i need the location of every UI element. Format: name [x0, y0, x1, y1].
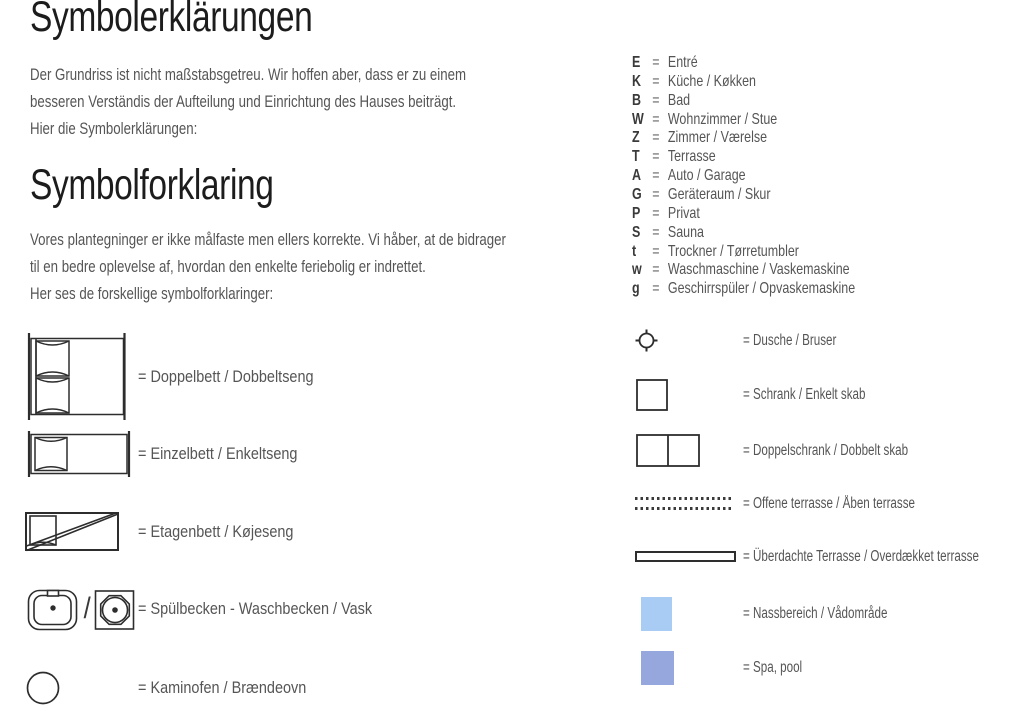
equals-sign: = — [652, 261, 660, 279]
sink-basin-icon — [27, 586, 78, 632]
german-title-text: Symbolerklärungen — [30, 0, 313, 41]
single-bed-icon — [27, 431, 131, 477]
slash-separator: / — [83, 591, 91, 625]
danish-intro-line-1: Vores plantegninger er ikke målfaste men ellers korrekte. Vi håber, at de bidrager — [30, 230, 506, 249]
legend-row-wood-stove — [26, 671, 336, 705]
equals-sign: = — [652, 148, 660, 166]
legend-label-shower: = Dusche / Bruser — [743, 331, 837, 349]
equals-sign: = — [652, 91, 660, 109]
equals-sign: = — [652, 129, 660, 147]
abbreviation-row-G — [632, 186, 918, 205]
covered-terrace-icon — [635, 551, 736, 562]
single-cabinet-icon — [636, 379, 668, 411]
legend-row-single-cabinet — [636, 379, 906, 411]
equals-sign: = — [652, 54, 660, 71]
abbrev-label: Waschmaschine / Vaskemaskine — [667, 261, 850, 279]
legend-row-open-terrace — [635, 494, 972, 512]
abbrev-label: Entré — [667, 54, 698, 71]
double-cabinet-icon — [636, 434, 700, 467]
abbreviation-row-w — [632, 261, 918, 280]
legend-row-double-bed — [27, 333, 345, 420]
abbreviation-list — [632, 54, 918, 299]
abbrev-letter: W — [632, 110, 644, 128]
legend-row-covered-terrace — [635, 547, 1024, 565]
abbrev-label: Küche / Køkken — [667, 72, 756, 90]
abbreviation-row-S — [632, 224, 918, 243]
round-basin-icon — [94, 586, 135, 632]
legend-row-sink — [27, 585, 413, 632]
legend-label-spa-pool: = Spa, pool — [743, 659, 803, 676]
abbreviation-row-P — [632, 205, 918, 224]
danish-title-text: Symbolforklaring — [30, 161, 274, 209]
legend-label-double-cabinet: = Doppelschrank / Dobbelt skab — [743, 441, 909, 459]
abbrev-letter: w — [632, 261, 642, 279]
legend-row-single-bed — [27, 431, 326, 477]
abbrev-label: Terrasse — [667, 148, 716, 166]
abbreviation-row-T — [632, 148, 918, 167]
abbrev-label: Geschirrspüler / Opvaskemaskine — [667, 280, 856, 298]
equals-sign: = — [652, 167, 660, 185]
abbrev-label: Geräteraum / Skur — [667, 186, 771, 204]
legend-row-spa-pool — [641, 651, 822, 685]
german-title — [30, 0, 392, 41]
equals-sign: = — [652, 204, 660, 222]
spa-pool-icon — [641, 651, 674, 685]
abbrev-label: Zimmer / Værelse — [667, 129, 768, 147]
legend-label-sink: = Spülbecken - Waschbecken / Vask — [138, 598, 373, 618]
abbrev-letter: G — [632, 186, 642, 204]
danish-intro-line-2: til en bedre oplevelse af, hvordan den enkelte feriebolig er indrettet. — [30, 257, 426, 277]
equals-sign: = — [652, 110, 660, 128]
abbrev-letter: Z — [632, 129, 640, 147]
abbrev-letter: E — [632, 54, 641, 71]
legend-row-wet-area — [641, 597, 936, 631]
double-bed-icon — [27, 333, 127, 420]
abbrev-label: Wohnzimmer / Stue — [667, 110, 778, 128]
danish-intro — [30, 226, 640, 308]
legend-label-covered-terrace: = Überdachte Terrasse / Overdækket terrasse — [743, 547, 979, 565]
abbrev-letter: t — [632, 242, 637, 260]
legend-row-double-cabinet — [636, 434, 963, 467]
abbrev-label: Trockner / Tørretumbler — [667, 242, 799, 260]
open-terrace-icon — [635, 497, 733, 510]
legend-label-double-bed: = Doppelbett / Dobbeltseng — [138, 366, 314, 386]
german-intro-line-3: Hier die Symbolerklärungen: — [30, 119, 198, 139]
abbrev-label: Privat — [667, 204, 700, 222]
abbrev-label: Auto / Garage — [667, 167, 746, 185]
legend-row-shower — [634, 328, 867, 353]
legend-label-single-bed: = Einzelbett / Enkeltseng — [138, 444, 298, 463]
abbrev-letter: S — [632, 223, 641, 241]
abbrev-letter: A — [632, 167, 642, 185]
abbreviation-row-Z — [632, 129, 918, 148]
german-intro — [30, 61, 589, 143]
abbreviation-row-A — [632, 167, 918, 186]
abbrev-label: Sauna — [667, 223, 704, 241]
legend-label-wet-area: = Nassbereich / Vådområde — [743, 605, 888, 622]
legend-row-bunk-bed — [25, 512, 321, 552]
german-intro-line-1: Der Grundriss ist nicht maßstabsgetreu. Wir hoffen aber, dass er zu einem — [30, 65, 467, 84]
equals-sign: = — [652, 242, 660, 260]
abbreviation-row-g — [632, 280, 918, 299]
bunk-bed-icon — [25, 512, 119, 552]
abbrev-letter: T — [632, 148, 640, 166]
abbreviation-row-B — [632, 92, 918, 111]
wet-area-icon — [641, 597, 672, 631]
abbreviation-row-W — [632, 111, 918, 130]
legend-label-bunk-bed: = Etagenbett / Køjeseng — [138, 522, 294, 541]
abbrev-letter: K — [632, 72, 642, 90]
equals-sign: = — [652, 72, 660, 90]
equals-sign: = — [652, 280, 660, 298]
legend-label-single-cabinet: = Schrank / Enkelt skab — [743, 386, 866, 403]
abbreviation-row-K — [632, 73, 918, 92]
legend-label-open-terrace: = Offene terrasse / Åben terrasse — [743, 494, 915, 512]
abbrev-letter: P — [632, 204, 641, 222]
equals-sign: = — [652, 186, 660, 204]
equals-sign: = — [652, 223, 660, 241]
shower-icon — [634, 328, 659, 353]
legend-label-wood-stove: = Kaminofen / Brændeovn — [138, 678, 307, 697]
abbrev-letter: B — [632, 91, 642, 109]
danish-intro-line-3: Her ses de forskellige symbolforklaringer: — [30, 284, 274, 304]
abbrev-label: Bad — [667, 91, 691, 109]
abbreviation-row-E — [632, 54, 918, 73]
danish-title — [30, 162, 342, 209]
wood-stove-icon — [26, 671, 60, 705]
abbreviation-row-t — [632, 243, 918, 262]
german-intro-line-2: besseren Verständis der Aufteilung und Einrichtung des Hauses beiträgt. — [30, 92, 457, 112]
abbrev-letter: g — [632, 280, 640, 298]
